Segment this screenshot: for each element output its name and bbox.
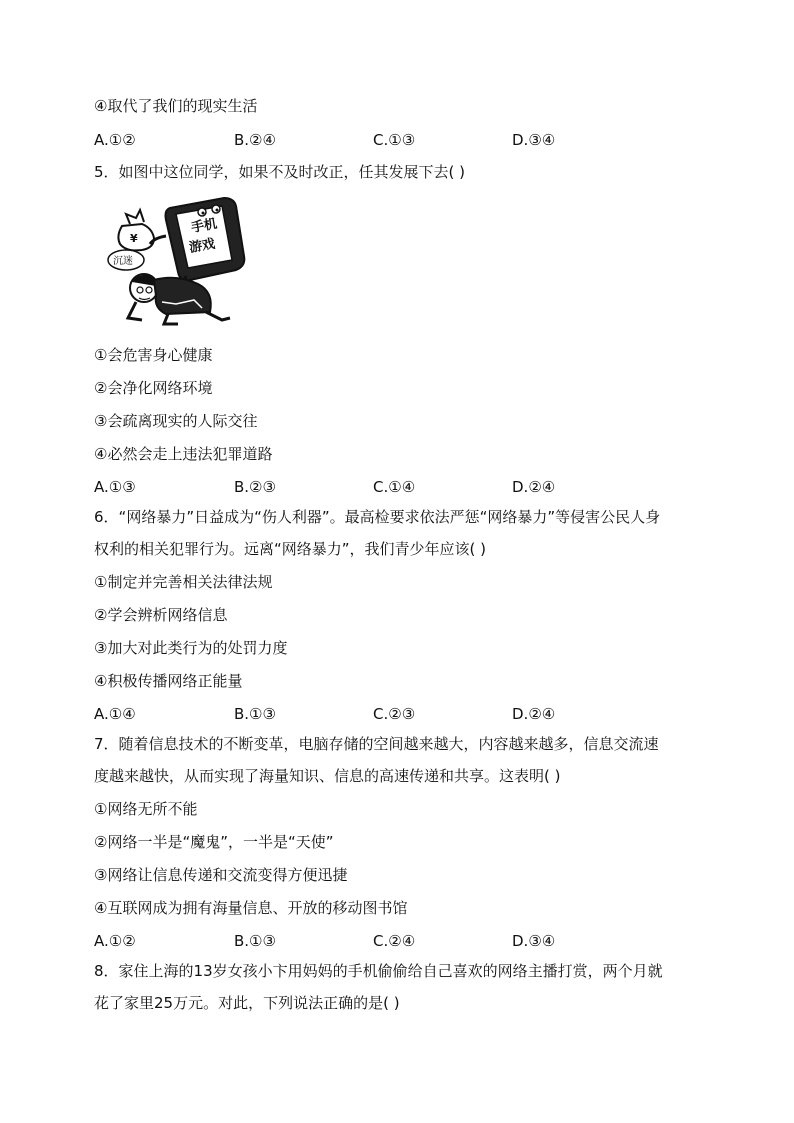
q6-option-a[interactable]: A.①④ — [94, 705, 136, 723]
q6-option-d[interactable]: D.②④ — [512, 705, 556, 723]
q4-option-c[interactable]: C.①③ — [373, 131, 416, 149]
q5-option-d[interactable]: D.②④ — [512, 478, 556, 496]
phone-text-1: 手机 — [190, 216, 219, 236]
q5-item-4: ④必然会走上违法犯罪道路 — [94, 445, 273, 463]
q4-item-4: ④取代了我们的现实生活 — [94, 97, 258, 115]
bubble-text: 沉迷 — [113, 256, 133, 267]
q6-option-b[interactable]: B.①③ — [234, 705, 276, 723]
q4-options — [94, 130, 654, 150]
q7-item-3: ③网络让信息传递和交流变得方便迅捷 — [94, 866, 348, 884]
q4-option-a[interactable]: A.①② — [94, 131, 136, 149]
q5-item-2: ②会净化网络环境 — [94, 379, 213, 397]
q4-option-d[interactable]: D.③④ — [512, 131, 556, 149]
q5-options — [94, 477, 654, 497]
q5-item-1: ①会危害身心健康 — [94, 346, 213, 364]
q7-option-a[interactable]: A.①② — [94, 932, 136, 950]
q5-item-3: ③会疏离现实的人际交往 — [94, 412, 258, 430]
q6-stem-line-1: 6．“网络暴力”日益成为“伤人利器”。最高检要求依法严惩“网络暴力”等侵害公民人身 — [94, 508, 661, 526]
svg-text:¥: ¥ — [130, 232, 138, 245]
q7-options — [94, 931, 654, 951]
phone-text-2: 游戏 — [188, 236, 217, 256]
q7-item-2: ②网络一半是“魔鬼”，一半是“天使” — [94, 833, 334, 851]
q7-stem-line-2: 度越来越快，从而实现了海量知识、信息的高速传递和共享。这表明( ) — [94, 767, 561, 785]
q4-option-b[interactable]: B.②④ — [234, 131, 276, 149]
q5-option-a[interactable]: A.①③ — [94, 478, 136, 496]
q8-stem-line-2: 花了家里25万元。对此，下列说法正确的是( ) — [94, 994, 400, 1012]
q6-item-2: ②学会辨析网络信息 — [94, 606, 228, 624]
q6-item-4: ④积极传播网络正能量 — [94, 672, 243, 690]
q6-item-3: ③加大对此类行为的处罚力度 — [94, 639, 288, 657]
q6-item-1: ①制定并完善相关法律法规 — [94, 573, 273, 591]
cartoon-phone-game-addiction-icon — [106, 196, 252, 328]
q5-option-b[interactable]: B.②③ — [234, 478, 276, 496]
q5-stem: 5．如图中这位同学，如果不及时改正，任其发展下去( ) — [94, 163, 466, 181]
q7-stem-line-1: 7．随着信息技术的不断变革，电脑存储的空间越来越大，内容越来越多，信息交流速 — [94, 735, 659, 753]
q7-option-c[interactable]: C.②④ — [373, 932, 416, 950]
q7-option-b[interactable]: B.①③ — [234, 932, 276, 950]
q7-item-4: ④互联网成为拥有海量信息、开放的移动图书馆 — [94, 899, 408, 917]
q7-item-1: ①网络无所不能 — [94, 800, 198, 818]
q8-stem-line-1: 8．家住上海的13岁女孩小卞用妈妈的手机偷偷给自己喜欢的网络主播打赏，两个月就 — [94, 962, 663, 980]
q6-options — [94, 704, 654, 724]
q5-option-c[interactable]: C.①④ — [373, 478, 416, 496]
q6-stem-line-2: 权利的相关犯罪行为。远离“网络暴力”，我们青少年应该( ) — [94, 540, 487, 558]
q6-option-c[interactable]: C.②③ — [373, 705, 416, 723]
q7-option-d[interactable]: D.③④ — [512, 932, 556, 950]
